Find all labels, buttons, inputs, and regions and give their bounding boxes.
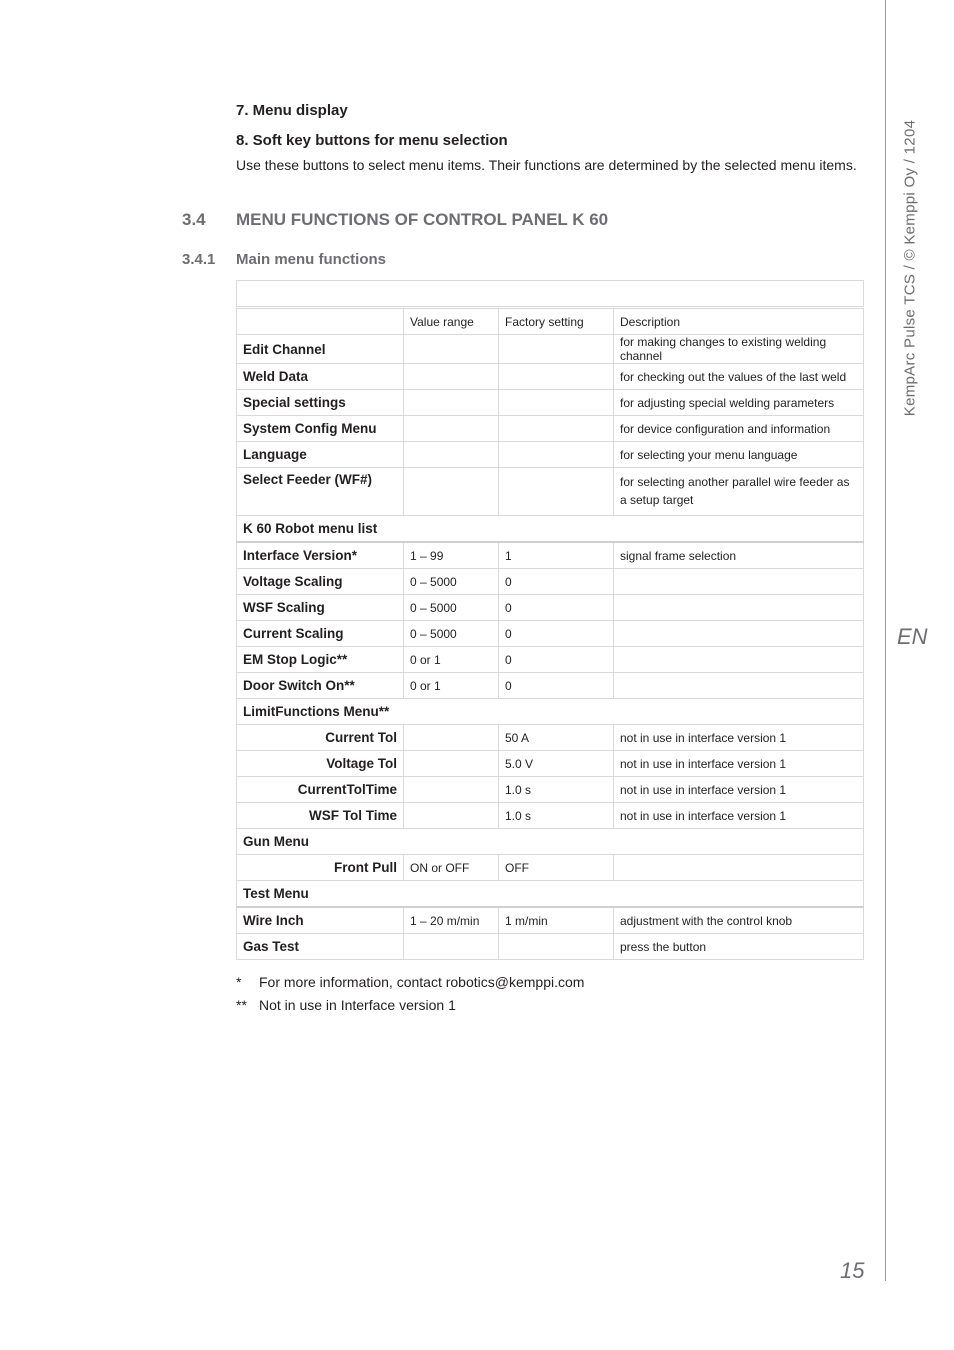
- row-label: Special settings: [237, 390, 404, 416]
- header-cell-factory-setting: Factory setting: [499, 308, 614, 335]
- margin-divider-line: [885, 0, 886, 1281]
- row-factory: 1: [499, 542, 614, 569]
- row-desc: for adjusting special welding parameters: [614, 390, 864, 416]
- header-cell-description: Description: [614, 308, 864, 335]
- footnote-mark: *: [236, 974, 242, 990]
- table-row: [237, 442, 864, 468]
- row-factory: 50 A: [499, 725, 614, 751]
- section-number: 3.4: [182, 210, 206, 229]
- row-label: Voltage Scaling: [237, 569, 404, 595]
- row-factory: 1 m/min: [499, 907, 614, 934]
- table-row: [237, 751, 864, 777]
- row-factory: 1.0 s: [499, 803, 614, 829]
- row-range: [404, 416, 499, 442]
- group-label: Gun Menu: [237, 829, 864, 855]
- row-range: [404, 390, 499, 416]
- row-factory: 1.0 s: [499, 777, 614, 803]
- row-range: [404, 442, 499, 468]
- row-desc: for selecting your menu language: [614, 442, 864, 468]
- group-label: LimitFunctions Menu**: [237, 699, 864, 725]
- row-desc: [614, 647, 864, 673]
- row-desc: not in use in interface version 1: [614, 803, 864, 829]
- row-label: Interface Version*: [237, 542, 404, 569]
- row-factory: 0: [499, 673, 614, 699]
- row-factory: [499, 390, 614, 416]
- row-factory: 5.0 V: [499, 751, 614, 777]
- row-desc: not in use in interface version 1: [614, 725, 864, 751]
- table-row: [237, 416, 864, 442]
- row-label: Voltage Tol: [237, 751, 404, 777]
- table-row: [237, 725, 864, 751]
- row-label: Edit Channel: [237, 335, 404, 364]
- row-label: Gas Test: [237, 934, 404, 960]
- table-group-row: [237, 516, 864, 543]
- row-label: Front Pull: [237, 855, 404, 881]
- footnote: [236, 997, 456, 1013]
- row-range: 0 – 5000: [404, 621, 499, 647]
- row-factory: 0: [499, 595, 614, 621]
- row-factory: [499, 442, 614, 468]
- table-row: [237, 621, 864, 647]
- table-row: [237, 647, 864, 673]
- row-desc: [614, 595, 864, 621]
- row-range: [404, 725, 499, 751]
- header-cell-value-range: Value range: [404, 308, 499, 335]
- table-row: [237, 777, 864, 803]
- table-row: [237, 934, 864, 960]
- row-label: Door Switch On**: [237, 673, 404, 699]
- row-label: Current Scaling: [237, 621, 404, 647]
- row-range: 1 – 20 m/min: [404, 907, 499, 934]
- soft-keys-heading: 8. Soft key buttons for menu selection: [236, 132, 508, 149]
- table-row: [237, 468, 864, 516]
- subsection-number: 3.4.1: [182, 251, 216, 268]
- row-factory: [499, 934, 614, 960]
- row-label: System Config Menu: [237, 416, 404, 442]
- row-desc: not in use in interface version 1: [614, 777, 864, 803]
- table-row: [237, 542, 864, 569]
- table-row: [237, 803, 864, 829]
- row-label: CurrentTolTime: [237, 777, 404, 803]
- table-row: [237, 335, 864, 364]
- footnote-text: For more information, contact robotics@kemppi.com: [259, 974, 585, 990]
- subsection-title: Main menu functions: [236, 251, 386, 268]
- document-reference: KempArc Pulse TCS / © Kemppi Oy / 1204: [901, 119, 919, 417]
- row-factory: [499, 335, 614, 364]
- row-factory: 0: [499, 647, 614, 673]
- row-desc: not in use in interface version 1: [614, 751, 864, 777]
- soft-keys-description: Use these buttons to select menu items. Their functions are determined by the selected menu items.: [236, 157, 857, 173]
- table-row: [237, 855, 864, 881]
- row-desc: for making changes to existing welding channel: [614, 335, 864, 364]
- table-group-row: [237, 881, 864, 908]
- row-range: 0 – 5000: [404, 569, 499, 595]
- row-range: [404, 468, 499, 516]
- table-header-row: [237, 308, 864, 335]
- table-row: [237, 673, 864, 699]
- row-desc: signal frame selection: [614, 542, 864, 569]
- section-title: MENU FUNCTIONS OF CONTROL PANEL K 60: [236, 210, 609, 229]
- row-factory: 0: [499, 621, 614, 647]
- row-factory: [499, 364, 614, 390]
- row-range: [404, 335, 499, 364]
- row-label: Language: [237, 442, 404, 468]
- table-row: [237, 390, 864, 416]
- group-label: Test Menu: [237, 881, 864, 908]
- row-range: 0 or 1: [404, 647, 499, 673]
- menu-display-heading: 7. Menu display: [236, 102, 348, 119]
- table-group-row: [237, 829, 864, 855]
- footnote-text: Not in use in Interface version 1: [259, 997, 456, 1013]
- row-desc: press the button: [614, 934, 864, 960]
- row-range: 1 – 99: [404, 542, 499, 569]
- header-cell-label: [237, 308, 404, 335]
- table-row: [237, 595, 864, 621]
- table-row: [237, 569, 864, 595]
- row-label: WSF Tol Time: [237, 803, 404, 829]
- group-label: K 60 Robot menu list: [237, 516, 864, 543]
- row-range: [404, 934, 499, 960]
- table-group-row: [237, 699, 864, 725]
- row-label: Wire Inch: [237, 907, 404, 934]
- row-label: WSF Scaling: [237, 595, 404, 621]
- row-desc: for selecting another parallel wire feeder as a setup target: [614, 468, 864, 516]
- row-range: [404, 777, 499, 803]
- row-desc: [614, 855, 864, 881]
- table-row: [237, 907, 864, 934]
- row-label: Select Feeder (WF#): [237, 468, 404, 516]
- row-factory: 0: [499, 569, 614, 595]
- row-desc: [614, 569, 864, 595]
- row-range: 0 or 1: [404, 673, 499, 699]
- footnote-mark: **: [236, 997, 247, 1013]
- row-label: Weld Data: [237, 364, 404, 390]
- main-menu-functions-table: [236, 280, 864, 960]
- row-desc: [614, 673, 864, 699]
- row-desc: adjustment with the control knob: [614, 907, 864, 934]
- row-desc: [614, 621, 864, 647]
- row-factory: [499, 416, 614, 442]
- row-range: ON or OFF: [404, 855, 499, 881]
- row-range: [404, 803, 499, 829]
- footnote: [236, 974, 584, 990]
- row-label: EM Stop Logic**: [237, 647, 404, 673]
- table-row: [237, 364, 864, 390]
- table-spacer-row: [237, 281, 864, 308]
- row-desc: for device configuration and information: [614, 416, 864, 442]
- row-range: 0 – 5000: [404, 595, 499, 621]
- table-spacer-cell: [237, 281, 864, 308]
- row-factory: OFF: [499, 855, 614, 881]
- row-desc: for checking out the values of the last weld: [614, 364, 864, 390]
- row-factory: [499, 468, 614, 516]
- page-number: 15: [840, 1258, 865, 1283]
- row-range: [404, 751, 499, 777]
- language-tag: EN: [897, 624, 928, 649]
- row-label: Current Tol: [237, 725, 404, 751]
- row-range: [404, 364, 499, 390]
